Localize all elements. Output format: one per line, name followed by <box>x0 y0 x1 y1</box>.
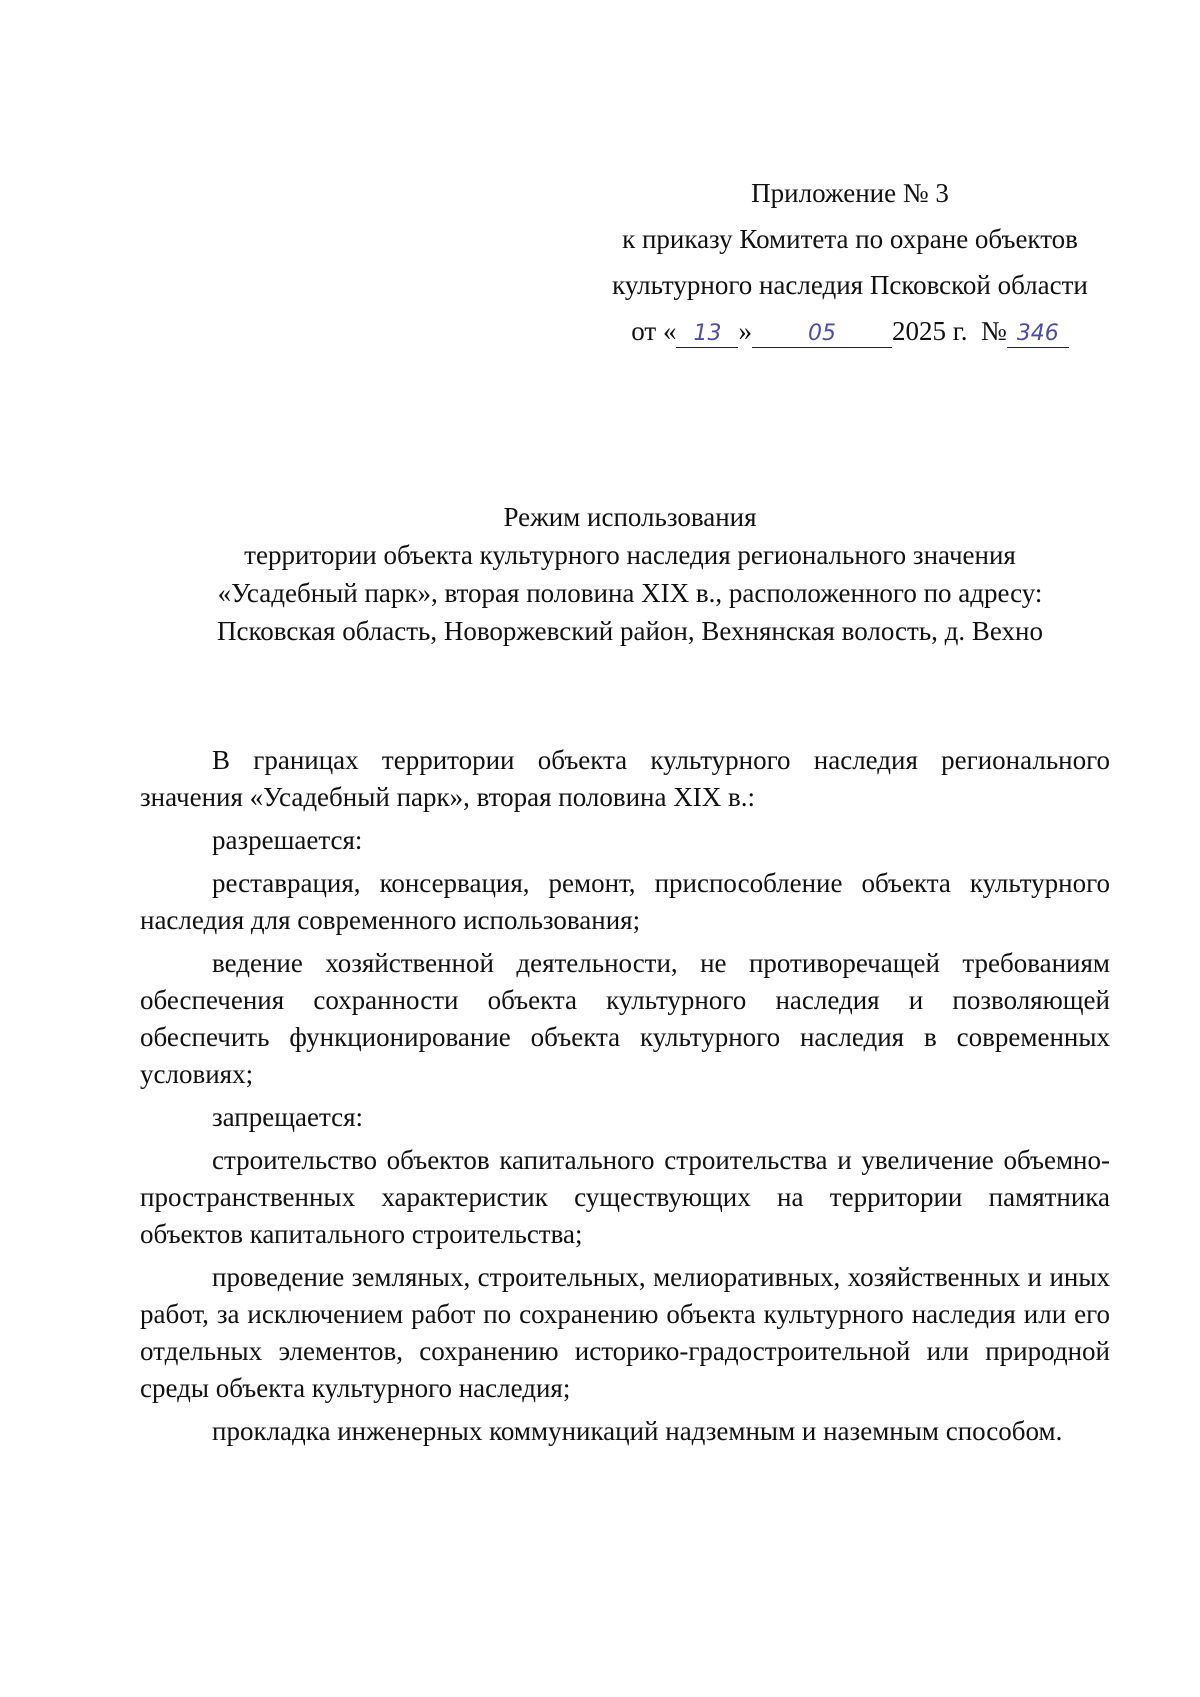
intro-paragraph: В границах территории объекта культурного наследия регионального значения «Усадебный парк», вторая половина XIX в.: <box>140 745 1110 812</box>
title-line-4: Псковская область, Новоржевский район, Вехнянская волость, д. Вехно <box>217 616 1043 646</box>
document-body <box>140 742 1110 1450</box>
appendix-number: Приложение № 3 <box>751 178 949 208</box>
appendix-committee-name: культурного наследия Псковской области <box>612 270 1088 300</box>
forbidden-item-2: проведение земляных, строительных, мелиоративных, хозяйственных и иных работ, за исключением работ по сохранению объекта культурного наследия или его отдельных элементов, сохранению историко-градостроительной или природной среды объекта культурного наследия; <box>140 1262 1110 1403</box>
forbidden-item-3: прокладка инженерных коммуникаций надземным и наземным способом. <box>212 1416 1063 1446</box>
handwritten-month: 05 <box>752 321 892 348</box>
allowed-label: разрешается: <box>212 825 363 855</box>
number-prefix: № <box>980 316 1007 346</box>
title-line-2: территории объекта культурного наследия регионального значения <box>244 540 1016 570</box>
allowed-item-2: ведение хозяйственной деятельности, не противоречащей требованиям обеспечения сохранности объекта культурного наследия и позволяющей обеспечить функционирование объекта культурного наследия в современных условиях; <box>140 948 1110 1089</box>
title-line-1: Режим использования <box>503 502 757 532</box>
appendix-order-reference: к приказу Комитета по охране объектов <box>622 224 1078 254</box>
handwritten-day: 13 <box>676 321 738 348</box>
handwritten-order-number: 346 <box>1007 321 1069 348</box>
document-title <box>150 498 1110 650</box>
date-prefix: от « <box>631 316 677 346</box>
forbidden-label: запрещается: <box>212 1102 364 1132</box>
order-date-line <box>570 308 1130 354</box>
forbidden-item-1: строительство объектов капитального строительства и увеличение объемно-пространственных характеристик существующих на территории памятника объектов капитального строительства; <box>140 1145 1110 1249</box>
appendix-header <box>570 170 1130 354</box>
date-year: 2025 г. <box>891 316 968 346</box>
allowed-item-1: реставрация, консервация, ремонт, приспособление объекта культурного наследия для современного использования; <box>140 868 1110 935</box>
date-mid: » <box>738 316 752 346</box>
title-line-3: «Усадебный парк», вторая половина XIX в., расположенного по адресу: <box>217 578 1043 608</box>
